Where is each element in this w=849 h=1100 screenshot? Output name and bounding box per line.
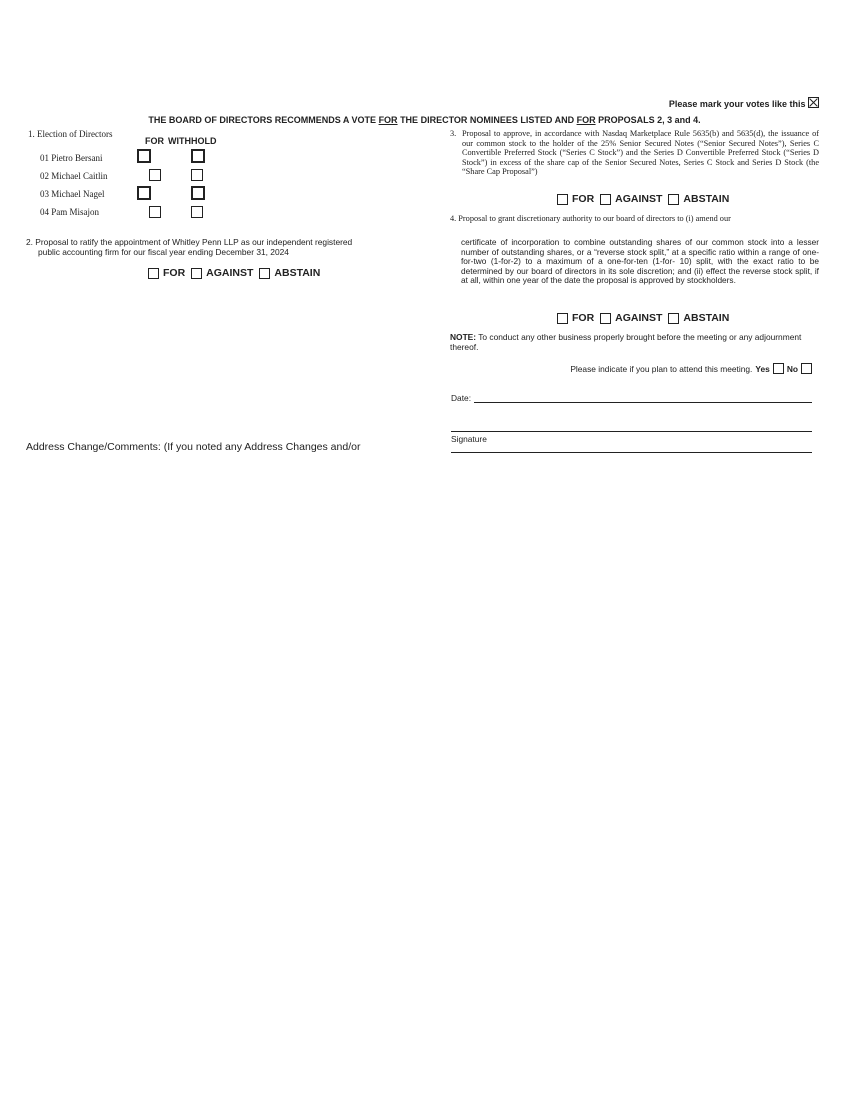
date-line[interactable]	[474, 402, 812, 403]
proposal-1-title: 1. Election of Directors	[28, 129, 113, 139]
attend-meeting-row	[570, 363, 812, 374]
board-recommendation	[0, 115, 849, 125]
attend-yes-label: Yes	[755, 363, 770, 374]
attend-no-label: No	[786, 363, 798, 374]
col-header-withhold: WITHHOLD	[168, 136, 217, 146]
proposal-4-abstain-label: ABSTAIN	[683, 312, 730, 324]
proposal-4-against-label: AGAINST	[615, 312, 663, 324]
proposal-3-text: Proposal to approve, in accordance with Nasdaq Marketplace Rule 5635(b) and 5635(d), the issuance of our common stock to the holder of the 25% Senior Secured Notes (“Senior Secured Notes”), Series C Convertible Preferred Stock (“Series C Stock”) and the Series D Convertible Preferred Stock (“Series D Stock”) in excess of the share cap of the Senior Secured Notes, Series C Stock and Series D Stock (the “Share Cap Proposal”)	[462, 129, 819, 177]
nominee-2-for-checkbox[interactable]	[149, 169, 161, 181]
nominee-3-for-checkbox[interactable]	[137, 186, 151, 200]
proposal-3-abstain-label: ABSTAIN	[683, 193, 730, 205]
signature-label: Signature	[451, 434, 487, 444]
proposal-2-for-label: FOR	[163, 267, 186, 279]
proposal-4-intro: 4. Proposal to grant discretionary authority to our board of directors to (i) amend our	[450, 214, 731, 223]
proposal-2-abstain-checkbox[interactable]	[259, 268, 270, 279]
proposal-2-against-checkbox[interactable]	[191, 268, 202, 279]
proposal-4-vote-options	[557, 312, 731, 324]
signature-top-line	[451, 431, 812, 432]
proposal-3-against-label: AGAINST	[615, 193, 663, 205]
recommend-text-2: THE DIRECTOR NOMINEES LISTED AND	[397, 115, 577, 125]
note-body: To conduct any other business properly brought before the meeting or any adjournment thereof.	[450, 332, 802, 352]
note-label: NOTE:	[450, 332, 477, 342]
recommend-text-1: THE BOARD OF DIRECTORS RECOMMENDS A VOTE	[148, 115, 379, 125]
attend-no-checkbox[interactable]	[801, 363, 812, 374]
nominee-4-for-checkbox[interactable]	[149, 206, 161, 218]
attend-yes-checkbox[interactable]	[773, 363, 784, 374]
proposal-4-text: certificate of incorporation to combine outstanding shares of our common stock into a lesser number of outstanding shares, or a “reverse stock split,” at a specific ratio within a range of one-for-two (1-for-2) to a maximum of a one-for-ten (1-for- 10) split, with the exact ratio to be determined by our board of directors in its sole discretion; and (ii) effect the reverse stock split, if at all, within one year of the date the proposal is approved by stockholders.	[461, 237, 819, 286]
proposal-3-vote-options	[557, 193, 731, 205]
recommend-text-3: PROPOSALS 2, 3 and 4.	[595, 115, 701, 125]
proposal-3-against-checkbox[interactable]	[600, 194, 611, 205]
nominee-4-withhold-checkbox[interactable]	[191, 206, 203, 218]
proposal-2-for-checkbox[interactable]	[148, 268, 159, 279]
proposal-2-text	[26, 237, 352, 257]
signature-line[interactable]	[451, 452, 812, 453]
note-text	[450, 332, 810, 352]
nominee-1-withhold-checkbox[interactable]	[191, 149, 205, 163]
proposal-4-against-checkbox[interactable]	[600, 313, 611, 324]
nominee-4-name: 04 Pam Misajon	[40, 207, 100, 217]
sample-x-mark-icon	[808, 97, 819, 108]
proposal-3-for-label: FOR	[572, 193, 595, 205]
col-header-for: FOR	[145, 136, 164, 146]
proposal-4-for-checkbox[interactable]	[557, 313, 568, 324]
mark-votes-instruction	[669, 97, 819, 109]
nominee-3-name: 03 Michael Nagel	[40, 189, 105, 199]
proposal-2-abstain-label: ABSTAIN	[274, 267, 321, 279]
mark-votes-text: Please mark your votes like this	[668, 99, 806, 109]
recommend-for-1: FOR	[378, 115, 398, 125]
proposal-2-against-label: AGAINST	[206, 267, 254, 279]
nominee-1-for-checkbox[interactable]	[137, 149, 151, 163]
nominee-3-withhold-checkbox[interactable]	[191, 186, 205, 200]
nominee-1-name: 01 Pietro Bersani	[40, 153, 103, 163]
nominee-2-withhold-checkbox[interactable]	[191, 169, 203, 181]
address-change-comments: Address Change/Comments: (If you noted any Address Changes and/or	[26, 441, 361, 453]
nominee-2-name: 02 Michael Caitlin	[40, 171, 108, 181]
recommend-for-2: FOR	[576, 115, 596, 125]
proposal-4-for-label: FOR	[572, 312, 595, 324]
attend-text: Please indicate if you plan to attend this meeting.	[570, 363, 753, 374]
proposal-3-for-checkbox[interactable]	[557, 194, 568, 205]
proposal-3-number: 3.	[450, 129, 457, 138]
proposal-2-line-2: public accounting firm for our fiscal year ending December 31, 2024	[38, 247, 289, 257]
date-label: Date:	[451, 393, 472, 403]
proposal-4-abstain-checkbox[interactable]	[668, 313, 679, 324]
proposal-3-abstain-checkbox[interactable]	[668, 194, 679, 205]
proposal-2-line-1: 2. Proposal to ratify the appointment of Whitley Penn LLP as our independent registered	[26, 237, 353, 247]
proposal-2-vote-options	[148, 267, 322, 279]
